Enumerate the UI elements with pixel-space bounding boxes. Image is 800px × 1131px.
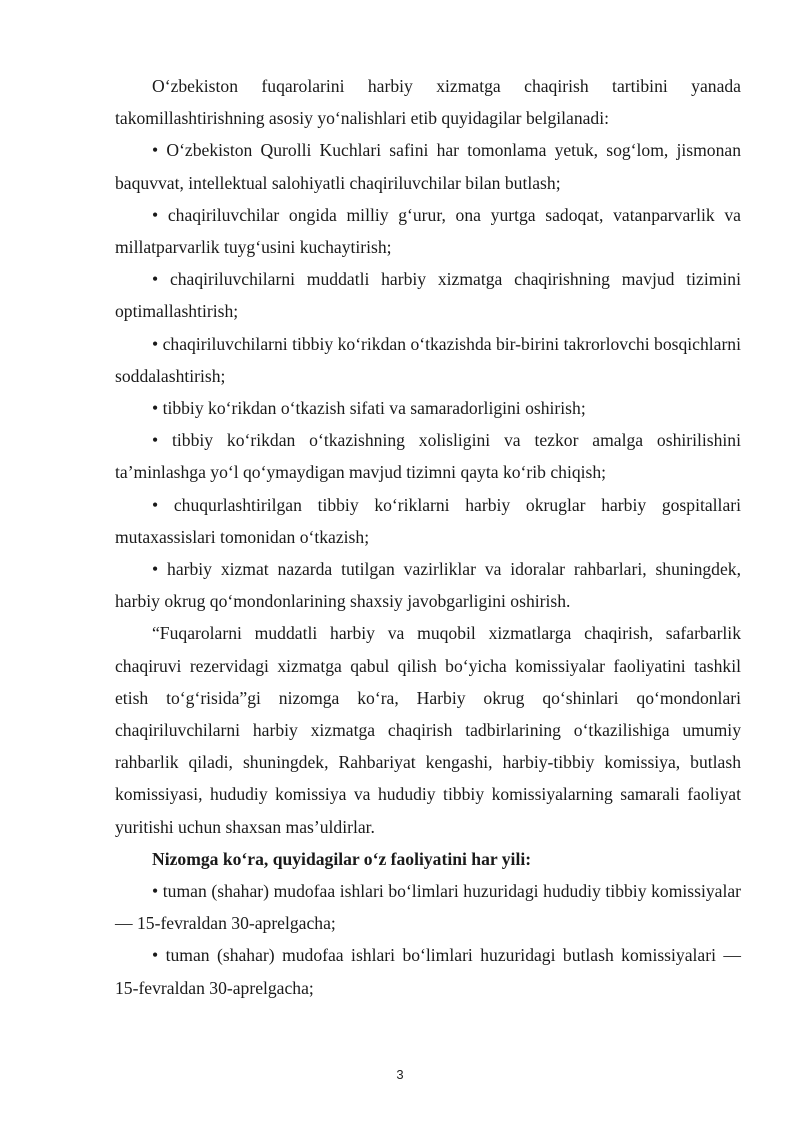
direction-item: • chaqiriluvchilarni muddatli harbiy xizmatga chaqirishning mavjud tizimini optimallashtirish; — [115, 263, 741, 327]
direction-item: • tibbiy ko‘rikdan o‘tkazishning xolisligini va tezkor amalga oshirilishini ta’minlashga yo‘l qo‘ymaydigan mavjud tizimni qayta ko‘rib chiqish; — [115, 424, 741, 488]
direction-item: • chaqiriluvchilar ongida milliy g‘urur, ona yurtga sadoqat, vatanparvarlik va millatparvarlik tuyg‘usini kuchaytirish; — [115, 199, 741, 263]
direction-item: • chaqiriluvchilarni tibbiy ko‘rikdan o‘tkazishda bir-birini takrorlovchi bosqichlarni soddalashtirish; — [115, 328, 741, 392]
direction-item: • chuqurlashtirilgan tibbiy ko‘riklarni harbiy okruglar harbiy gospitallari mutaxassislari tomonidan o‘tkazish; — [115, 489, 741, 553]
page-number: 3 — [396, 1067, 404, 1082]
direction-item: • harbiy xizmat nazarda tutilgan vazirliklar va idoralar rahbarlari, shuningdek, harbiy okrug qo‘mondonlarining shaxsiy javobgarligini oshirish. — [115, 553, 741, 617]
document-page — [115, 70, 741, 1004]
schedule-heading: Nizomga ko‘ra, quyidagilar o‘z faoliyatini har yili: — [152, 848, 532, 869]
regulation-paragraph: “Fuqarolarni muddatli harbiy va muqobil xizmatlarga chaqirish, safarbarlik chaqiruvi rezervidagi xizmatga qabul qilish bo‘yicha komissiyalar faoliyatini tashkil etish to‘g‘risida”gi nizomga ko‘ra, Harbiy okrug qo‘shinlari qo‘mondonlari chaqiriluvchilarni harbiy xizmatga chaqirish tadbirlarining o‘tkazilishiga umumiy rahbarlik qiladi, shuningdek, Rahbariyat kengashi, harbiy-tibbiy komissiya, butlash komissiyasi, hududiy komissiya va hududiy tibbiy komissiyalarning samarali faoliyat yuritishi uchun shaxsan mas’uldirlar. — [115, 623, 741, 837]
schedule-item: • tuman (shahar) mudofaa ishlari bo‘limlari huzuridagi butlash komissiyalari — 15-fevraldan 30-aprelgacha; — [115, 939, 741, 1003]
schedule-item: • tuman (shahar) mudofaa ishlari bo‘limlari huzuridagi hududiy tibbiy komissiyalar — 15-fevraldan 30-aprelgacha; — [115, 875, 741, 939]
direction-item: • O‘zbekiston Qurolli Kuchlari safini har tomonlama yetuk, sog‘lom, jismonan baquvvat, intellektual salohiyatli chaqiriluvchilar bilan butlash; — [115, 134, 741, 198]
direction-item: • tibbiy ko‘rikdan o‘tkazish sifati va samaradorligini oshirish; — [115, 392, 741, 424]
intro-paragraph: O‘zbekiston fuqarolarini harbiy xizmatga chaqirish tartibini yanada takomillashtirishning asosiy yo‘nalishlari etib quyidagilar belgilanadi: — [115, 76, 741, 129]
